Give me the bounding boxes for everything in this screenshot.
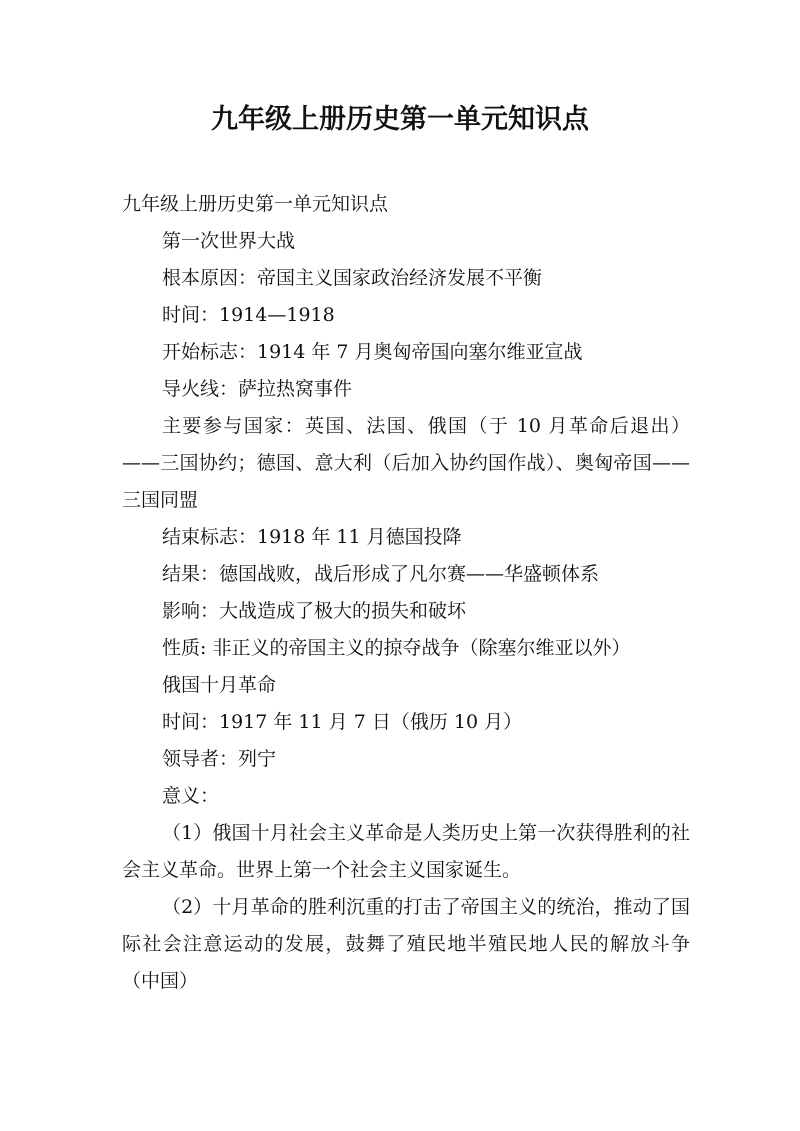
paragraph-leader: 领导者：列宁 [162,748,277,770]
paragraph-significance-2: （2）十月革命的胜利沉重的打击了帝国主义的统治，推动了国际社会注意运动的发展，鼓舞了殖民地半殖民地人民的解放斗争（中国） [122,896,690,992]
section-heading-october-revolution: 俄国十月革命 [162,674,277,696]
paragraph-result: 结果：德国战败，战后形成了凡尔赛——华盛顿体系 [162,563,600,585]
paragraph-significance-label: 意义： [162,785,220,807]
paragraph-trigger: 导火线：萨拉热窝事件 [162,378,353,400]
paragraph-nature: 性质: 非正义的帝国主义的掠夺战争（除塞尔维亚以外） [162,637,631,659]
paragraph-significance-1: （1）俄国十月社会主义革命是人类历史上第一次获得胜利的社会主义革命。世界上第一个社会主义国家诞生。 [122,822,690,881]
paragraph-time: 时间：1914—1918 [162,304,335,326]
page-title: 九年级上册历史第一单元知识点 [211,104,589,135]
paragraph-revolution-time: 时间：1917 年 11 月 7 日（俄历 10 月） [162,711,523,733]
paragraph-start-mark: 开始标志：1914 年 7 月奥匈帝国向塞尔维亚宣战 [162,341,583,363]
paragraph-impact: 影响：大战造成了极大的损失和破坏 [162,600,467,622]
document-body [122,186,690,1000]
section-heading-wwi: 第一次世界大战 [162,230,296,252]
paragraph-participants: 主要参与国家：英国、法国、俄国（于 10 月革命后退出）——三国协约；德国、意大利（后加入协约国作战）、奥匈帝国——三国同盟 [122,415,690,511]
paragraph-root-cause: 根本原因：帝国主义国家政治经济发展不平衡 [162,267,543,289]
paragraph-end-mark: 结束标志：1918 年 11 月德国投降 [162,526,462,548]
paragraph-subtitle: 九年级上册历史第一单元知识点 [122,193,389,215]
